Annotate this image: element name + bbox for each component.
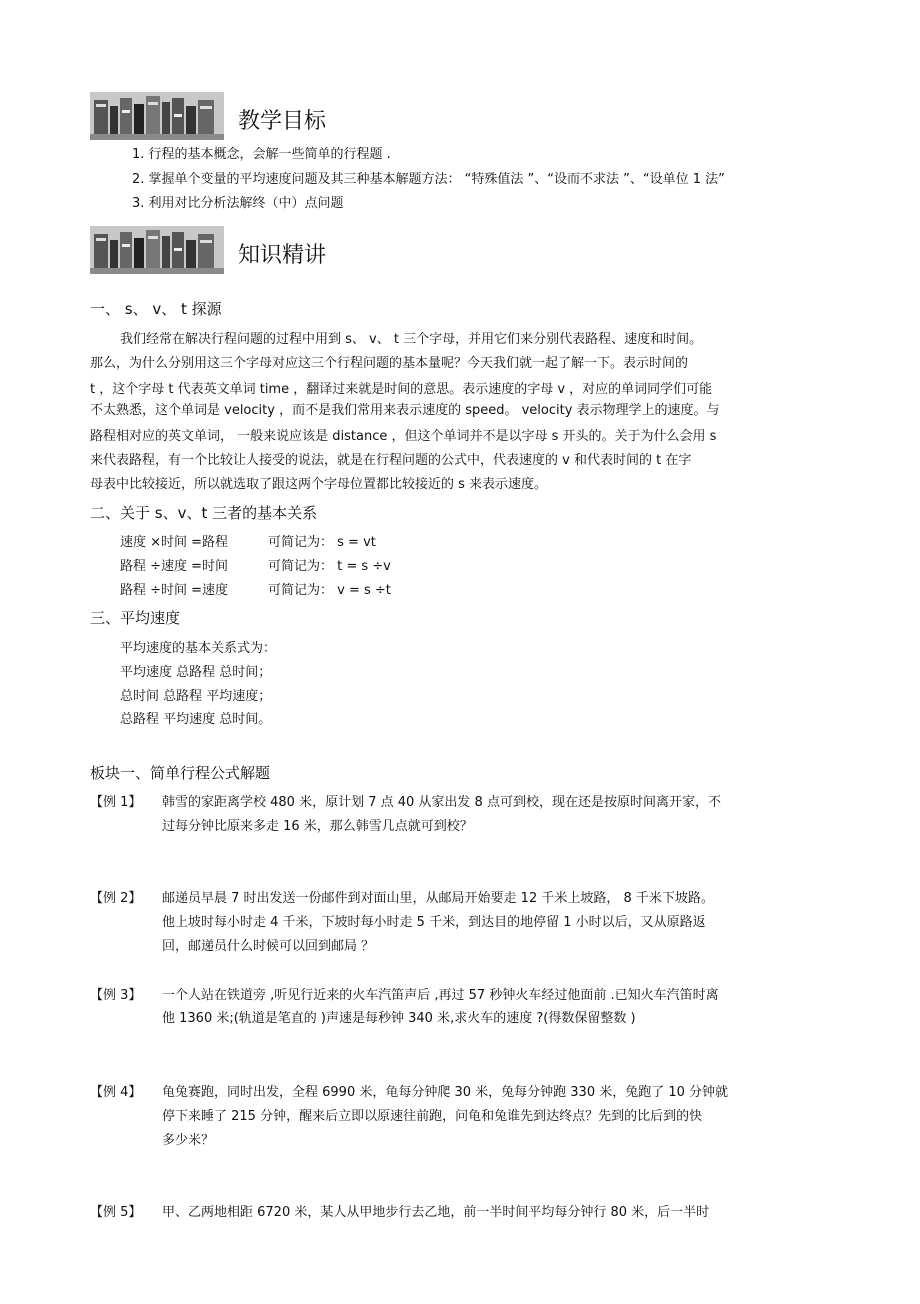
relation-right: 可简记为： v = s ÷t <box>268 583 391 598</box>
example-line: 停下来睡了 215 分钟，醒来后立即以原速往前跑，问龟和兔谁先到达终点？先到的比后到的快 <box>162 1109 703 1124</box>
relation-right: 可简记为： t = s ÷v <box>268 559 391 574</box>
example-label: 【例 2】 <box>90 891 142 906</box>
part1-heading: 一、 s、 v、 t 探源 <box>90 300 222 318</box>
section-title-goals: 教学目标 <box>238 109 327 134</box>
goal-item-1: 1. 行程的基本概念，会解一些简单的行程题 . <box>132 147 391 162</box>
books-icon <box>90 92 224 140</box>
part3-heading: 三、平均速度 <box>90 609 181 627</box>
example-line: 龟兔赛跑，同时出发，全程 6990 米，龟每分钟爬 30 米，兔每分钟跑 330 米，兔跑了 10 分钟就 <box>162 1085 729 1100</box>
goal-item-3: 3. 利用对比分析法解终（中）点问题 <box>132 196 344 211</box>
books-icon <box>90 226 224 274</box>
example-line: 邮递员早晨 7 时出发送一份邮件到对面山里，从邮局开始要走 12 千米上坡路， 8 千米下坡路。 <box>162 891 714 906</box>
relation-left: 路程 ÷时间 =速度 <box>120 583 229 598</box>
part1-line: 来代表路程，有一个比较让人接受的说法，就是在行程问题的公式中，代表速度的 v 和代表时间的 t 在字 <box>90 453 692 468</box>
block-heading: 板块一、简单行程公式解题 <box>90 764 271 782</box>
part1-line: 那么，为什么分别用这三个字母对应这三个行程问题的基本量呢？今天我们就一起了解一下。表示时间的 <box>90 356 689 371</box>
example-line: 他 1360 米;(轨道是笔直的 )声速是每秒钟 340 米,求火车的速度 ?(得数保留整数 ) <box>162 1011 636 1026</box>
example-line: 多少米？ <box>162 1133 215 1148</box>
part1-line: 路程相对应的英文单词， 一般来说应该是 distance ，但这个单词并不是以字母 s 开头的。关于为什么会用 s <box>90 429 717 444</box>
section-title-knowledge: 知识精讲 <box>238 243 327 268</box>
example-line: 甲、乙两地相距 6720 米，某人从甲地步行去乙地，前一半时间平均每分钟行 80 米，后一半时 <box>162 1205 710 1220</box>
relation-right: 可简记为： s = vt <box>268 535 376 550</box>
example-line: 过每分钟比原来多走 16 米，那么韩雪几点就可到校？ <box>162 819 473 834</box>
section-banner-image <box>90 226 224 274</box>
example-label: 【例 5】 <box>90 1205 142 1220</box>
example-line: 他上坡时每小时走 4 千米，下坡时每小时走 5 千米，到达目的地停留 1 小时以后，又从原路返 <box>162 915 706 930</box>
part3-line: 平均速度的基本关系式为： <box>120 641 277 656</box>
example-line: 一个人站在铁道旁 ,听见行近来的火车汽笛声后 ,再过 57 秒钟火车经过他面前 .已知火车汽笛时离 <box>162 988 719 1003</box>
part3-line: 平均速度 总路程 总时间； <box>120 665 272 680</box>
example-label: 【例 1】 <box>90 795 142 810</box>
relation-left: 速度 ×时间 =路程 <box>120 535 229 550</box>
part1-line: t ，这个字母 t 代表英文单词 time ，翻译过来就是时间的意思。表示速度的字母 v ，对应的单词同学们可能 <box>90 382 713 397</box>
part1-line: 母表中比较接近，所以就选取了跟这两个字母位置都比较接近的 s 来表示速度。 <box>90 477 548 492</box>
example-label: 【例 4】 <box>90 1085 142 1100</box>
part1-line: 我们经常在解决行程问题的过程中用到 s、 v、 t 三个字母，并用它们来分别代表路程、速度和时间。 <box>120 332 703 347</box>
part3-line: 总时间 总路程 平均速度； <box>120 689 272 704</box>
example-label: 【例 3】 <box>90 988 142 1003</box>
goal-item-2: 2. 掌握单个变量的平均速度问题及其三种基本解题方法： “特殊值法 ”、“设而不求法 ”、“设单位 1 法” <box>132 172 725 187</box>
part3-line: 总路程 平均速度 总时间。 <box>120 712 272 727</box>
part2-heading: 二、关于 s、v、t 三者的基本关系 <box>90 504 318 522</box>
relation-left: 路程 ÷速度 =时间 <box>120 559 229 574</box>
example-line: 回，邮递员什么时候可以回到邮局 ？ <box>162 939 375 954</box>
section-banner-image <box>90 92 224 140</box>
part1-line: 不太熟悉，这个单词是 velocity ，而不是我们常用来表示速度的 speed。 velocity 表示物理学上的速度。与 <box>90 403 720 418</box>
example-line: 韩雪的家距离学校 480 米，原计划 7 点 40 从家出发 8 点可到校，现在还是按原时间离开家，不 <box>162 795 721 810</box>
